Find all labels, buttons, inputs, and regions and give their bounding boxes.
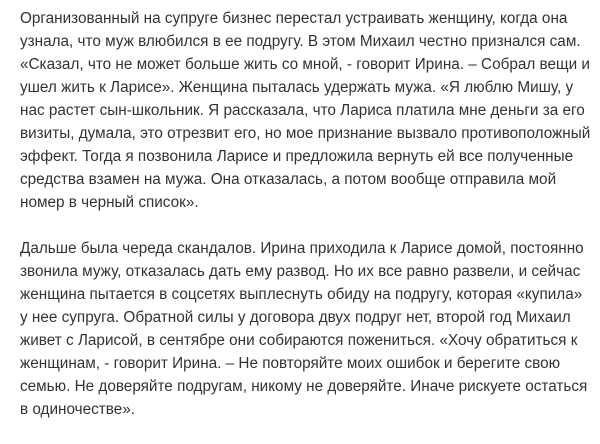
text-line: нас растет сын-школьник. Я рассказала, что Лариса платила мне деньги за его [20,102,585,119]
text-line: визиты, думала, это отрезвит его, но мое признание вызвало противоположный [20,125,591,142]
article-body [20,7,591,444]
text-line: живет с Ларисой, в сентябре они собираются пожениться. «Хочу обратиться к [20,332,578,349]
text-line: женщина пытается в соцсетях выплеснуть обиду на подругу, которая «купила» [20,286,583,303]
text-line: ушел жить к Ларисе». Женщина пыталась удержать мужа. «Я люблю Мишу, у [20,79,574,96]
paragraph-1 [20,7,591,214]
text-line: Дальше была череда скандалов. Ирина приходила к Ларисе домой, постоянно [20,240,584,257]
text-line: женщинам, - говорит Ирина. – Не повторяйте моих ошибок и берегите свою [20,355,561,372]
text-line: семью. Не доверяйте подругам, никому не доверяйте. Иначе рискуете остаться [20,378,588,395]
paragraph-2 [20,237,588,421]
text-line: у нее супруга. Обратной силы у договора двух подруг нет, второй год Михаил [20,309,571,326]
text-line: «Сказал, что не может больше жить со мной, - говорит Ирина. – Собрал вещи и [20,56,590,73]
text-line: Организованный на супруге бизнес перестал устраивать женщину, когда она [20,10,568,27]
text-line: эффект. Тогда я позвонила Ларисе и предложила вернуть ей все полученные [20,148,574,165]
text-line: средства взамен на мужа. Она отказалась, а потом вообще отправила мой [20,171,557,188]
text-line: узнала, что муж влюбился в ее подругу. В этом Михаил честно признался сам. [20,33,581,50]
text-line: в одиночестве». [20,401,135,418]
text-line: номер в черный список». [20,194,199,211]
text-line: звонила мужу, отказалась дать ему развод. Но их все равно развели, и сейчас [20,263,581,280]
